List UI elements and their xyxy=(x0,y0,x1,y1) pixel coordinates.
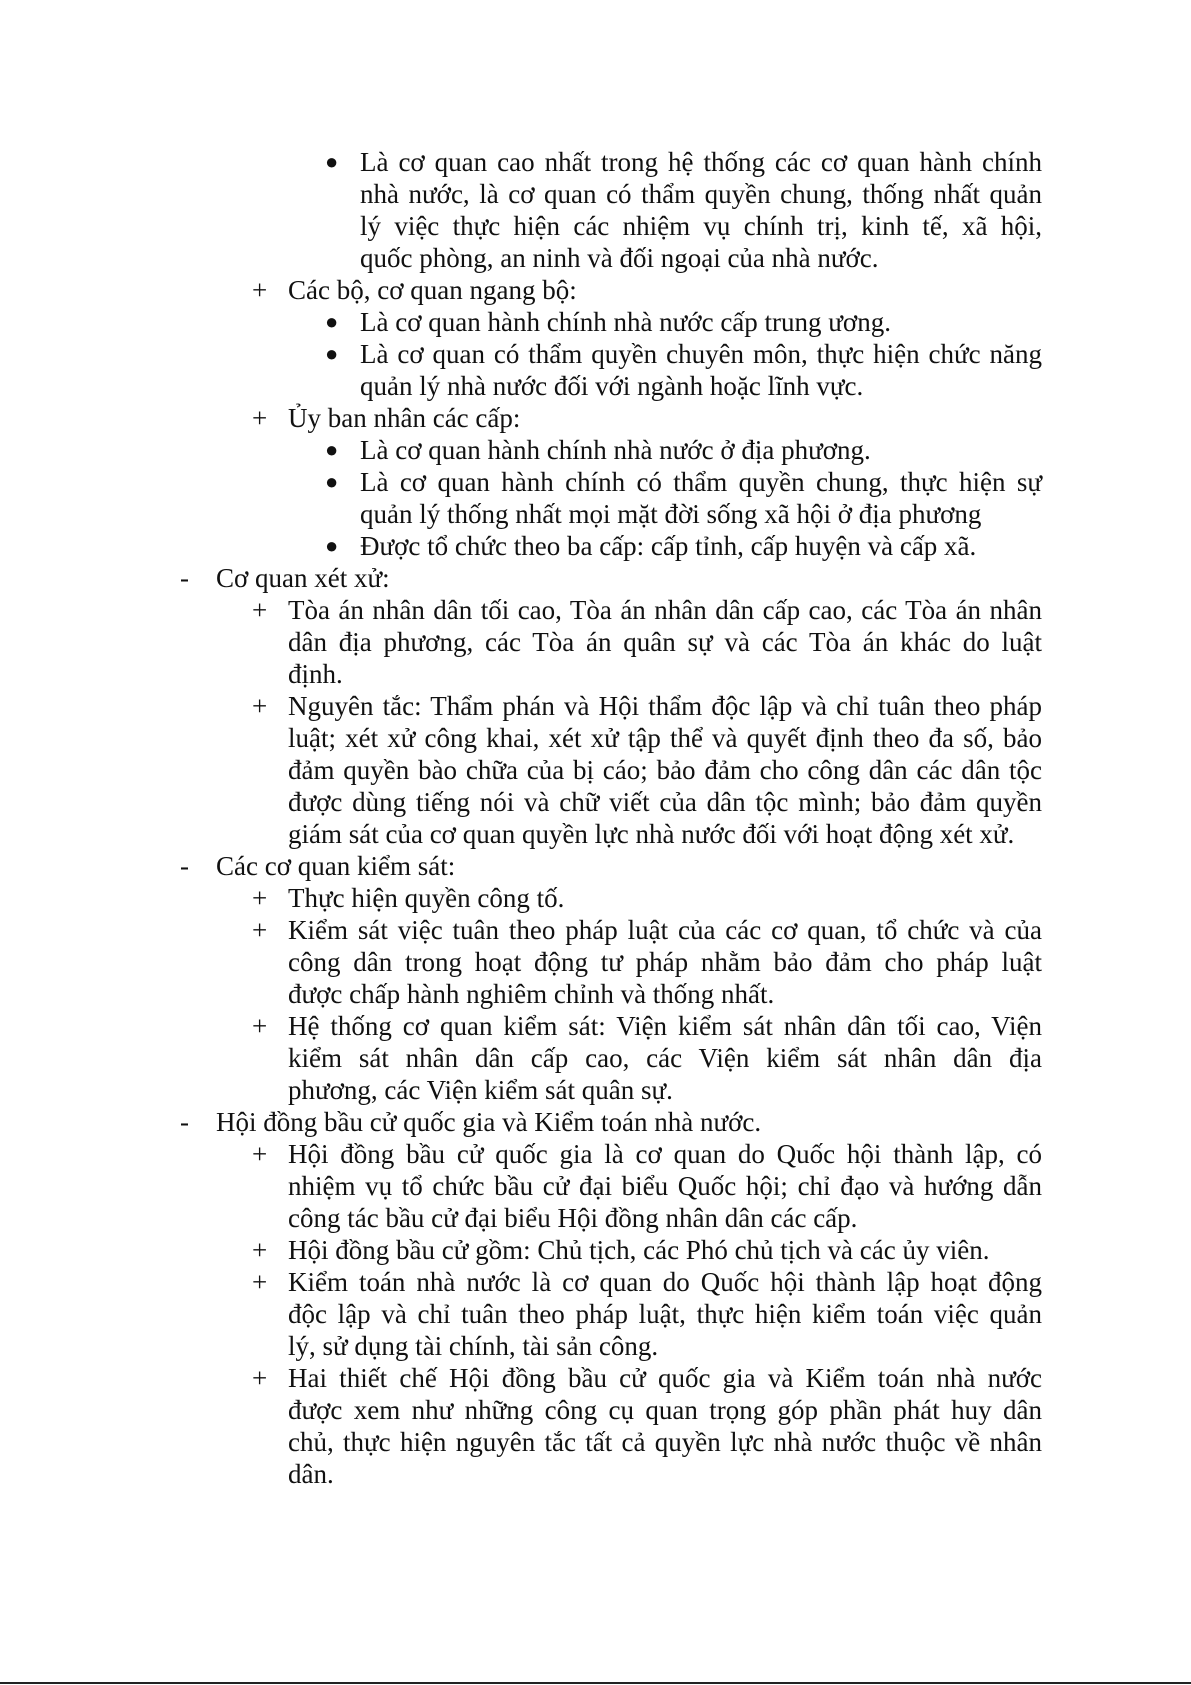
plus-marker: + xyxy=(252,595,268,625)
text-line: dân. xyxy=(288,1459,334,1489)
text-line: chủ, thực hiện nguyên tắc tất cả quyền lực nhà nước thuộc về nhân xyxy=(288,1427,1042,1457)
text-line: công tác bầu cử đại biểu Hội đồng nhân dân các cấp. xyxy=(288,1203,858,1233)
text-line: phương, các Viện kiểm sát quân sự. xyxy=(288,1075,673,1105)
text-line: Nguyên tắc: Thẩm phán và Hội thẩm độc lập và chỉ tuân theo pháp xyxy=(288,691,1042,721)
text-line: được xem như những công cụ quan trọng góp phần phát huy dân xyxy=(288,1395,1042,1425)
text-line: Hệ thống cơ quan kiểm sát: Viện kiểm sát nhân dân tối cao, Viện xyxy=(288,1011,1042,1041)
text-line: Kiểm sát việc tuân theo pháp luật của các cơ quan, tổ chức và của xyxy=(288,915,1042,945)
dash-marker: - xyxy=(180,851,189,881)
plus-marker: + xyxy=(252,691,268,721)
text-line: Là cơ quan có thẩm quyền chuyên môn, thực hiện chức năng xyxy=(360,339,1042,369)
plus-marker: + xyxy=(252,1139,268,1169)
text-line: Là cơ quan hành chính nhà nước cấp trung ương. xyxy=(360,307,891,337)
text-line: Hội đồng bầu cử quốc gia là cơ quan do Quốc hội thành lập, có xyxy=(288,1139,1042,1169)
plus-marker: + xyxy=(252,915,268,945)
bullet-marker: ● xyxy=(325,533,339,558)
bullet-marker: ● xyxy=(325,469,339,494)
text-line: Tòa án nhân dân tối cao, Tòa án nhân dân cấp cao, các Tòa án nhân xyxy=(288,595,1042,625)
bullet-marker: ● xyxy=(325,309,339,334)
dash-marker: - xyxy=(180,1107,189,1137)
text-line: quốc phòng, an ninh và đối ngoại của nhà nước. xyxy=(360,243,879,273)
plus-marker: + xyxy=(252,275,268,305)
text-line: Là cơ quan cao nhất trong hệ thống các cơ quan hành chính xyxy=(360,147,1042,177)
text-line: lý việc thực hiện các nhiệm vụ chính trị, kinh tế, xã hội, xyxy=(360,211,1042,241)
bullet-marker: ● xyxy=(325,341,339,366)
text-line: nhiệm vụ tổ chức bầu cử đại biểu Quốc hội; chỉ đạo và hướng dẫn xyxy=(288,1171,1042,1201)
text-line: được chấp hành nghiêm chỉnh và thống nhất. xyxy=(288,979,775,1009)
text-line: Hai thiết chế Hội đồng bầu cử quốc gia và Kiểm toán nhà nước xyxy=(288,1363,1042,1393)
section-heading: Cơ quan xét xử: xyxy=(216,563,390,593)
plus-marker: + xyxy=(252,1267,268,1297)
text-line: luật; xét xử công khai, xét xử tập thể và quyết định theo đa số, bảo xyxy=(288,723,1042,753)
text-line: giám sát của cơ quan quyền lực nhà nước đối với hoạt động xét xử. xyxy=(288,819,1015,849)
section-heading: Hội đồng bầu cử quốc gia và Kiểm toán nhà nước. xyxy=(216,1107,762,1137)
text-line: Là cơ quan hành chính có thẩm quyền chung, thực hiện sự xyxy=(360,467,1042,497)
bullet-marker: ● xyxy=(325,149,339,174)
text-line: nhà nước, là cơ quan có thẩm quyền chung, thống nhất quản xyxy=(360,179,1042,209)
text-line: quản lý nhà nước đối với ngành hoặc lĩnh vực. xyxy=(360,371,864,401)
plus-marker: + xyxy=(252,883,268,913)
text-line: Thực hiện quyền công tố. xyxy=(288,883,565,913)
dash-marker: - xyxy=(180,563,189,593)
text-line: định. xyxy=(288,659,343,689)
plus-marker: + xyxy=(252,1363,268,1393)
text-line: dân địa phương, các Tòa án quân sự và các Tòa án khác do luật xyxy=(288,627,1042,657)
list-heading: Ủy ban nhân các cấp: xyxy=(288,403,521,433)
section-heading: Các cơ quan kiểm sát: xyxy=(216,851,456,881)
plus-marker: + xyxy=(252,1011,268,1041)
text-line: được dùng tiếng nói và chữ viết của dân tộc mình; bảo đảm quyền xyxy=(288,787,1042,817)
plus-marker: + xyxy=(252,403,268,433)
list-heading: Các bộ, cơ quan ngang bộ: xyxy=(288,275,577,305)
text-line: độc lập và chỉ tuân theo pháp luật, thực hiện kiểm toán việc quản xyxy=(288,1299,1042,1329)
text-line: quản lý thống nhất mọi mặt đời sống xã hội ở địa phương xyxy=(360,499,982,529)
text-line: Hội đồng bầu cử gồm: Chủ tịch, các Phó chủ tịch và các ủy viên. xyxy=(288,1235,990,1265)
page-bottom-rule xyxy=(0,1682,1191,1684)
text-line: đảm quyền bào chữa của bị cáo; bảo đảm cho công dân các dân tộc xyxy=(288,755,1042,785)
text-line: Là cơ quan hành chính nhà nước ở địa phương. xyxy=(360,435,871,465)
text-line: Được tổ chức theo ba cấp: cấp tỉnh, cấp huyện và cấp xã. xyxy=(360,531,977,561)
text-line: Kiểm toán nhà nước là cơ quan do Quốc hội thành lập hoạt động xyxy=(288,1267,1042,1297)
text-line: lý, sử dụng tài chính, tài sản công. xyxy=(288,1331,659,1361)
text-line: công dân trong hoạt động tư pháp nhằm bảo đảm cho pháp luật xyxy=(288,947,1042,977)
text-line: kiểm sát nhân dân cấp cao, các Viện kiểm sát nhân dân địa xyxy=(288,1043,1042,1073)
plus-marker: + xyxy=(252,1235,268,1265)
bullet-marker: ● xyxy=(325,437,339,462)
